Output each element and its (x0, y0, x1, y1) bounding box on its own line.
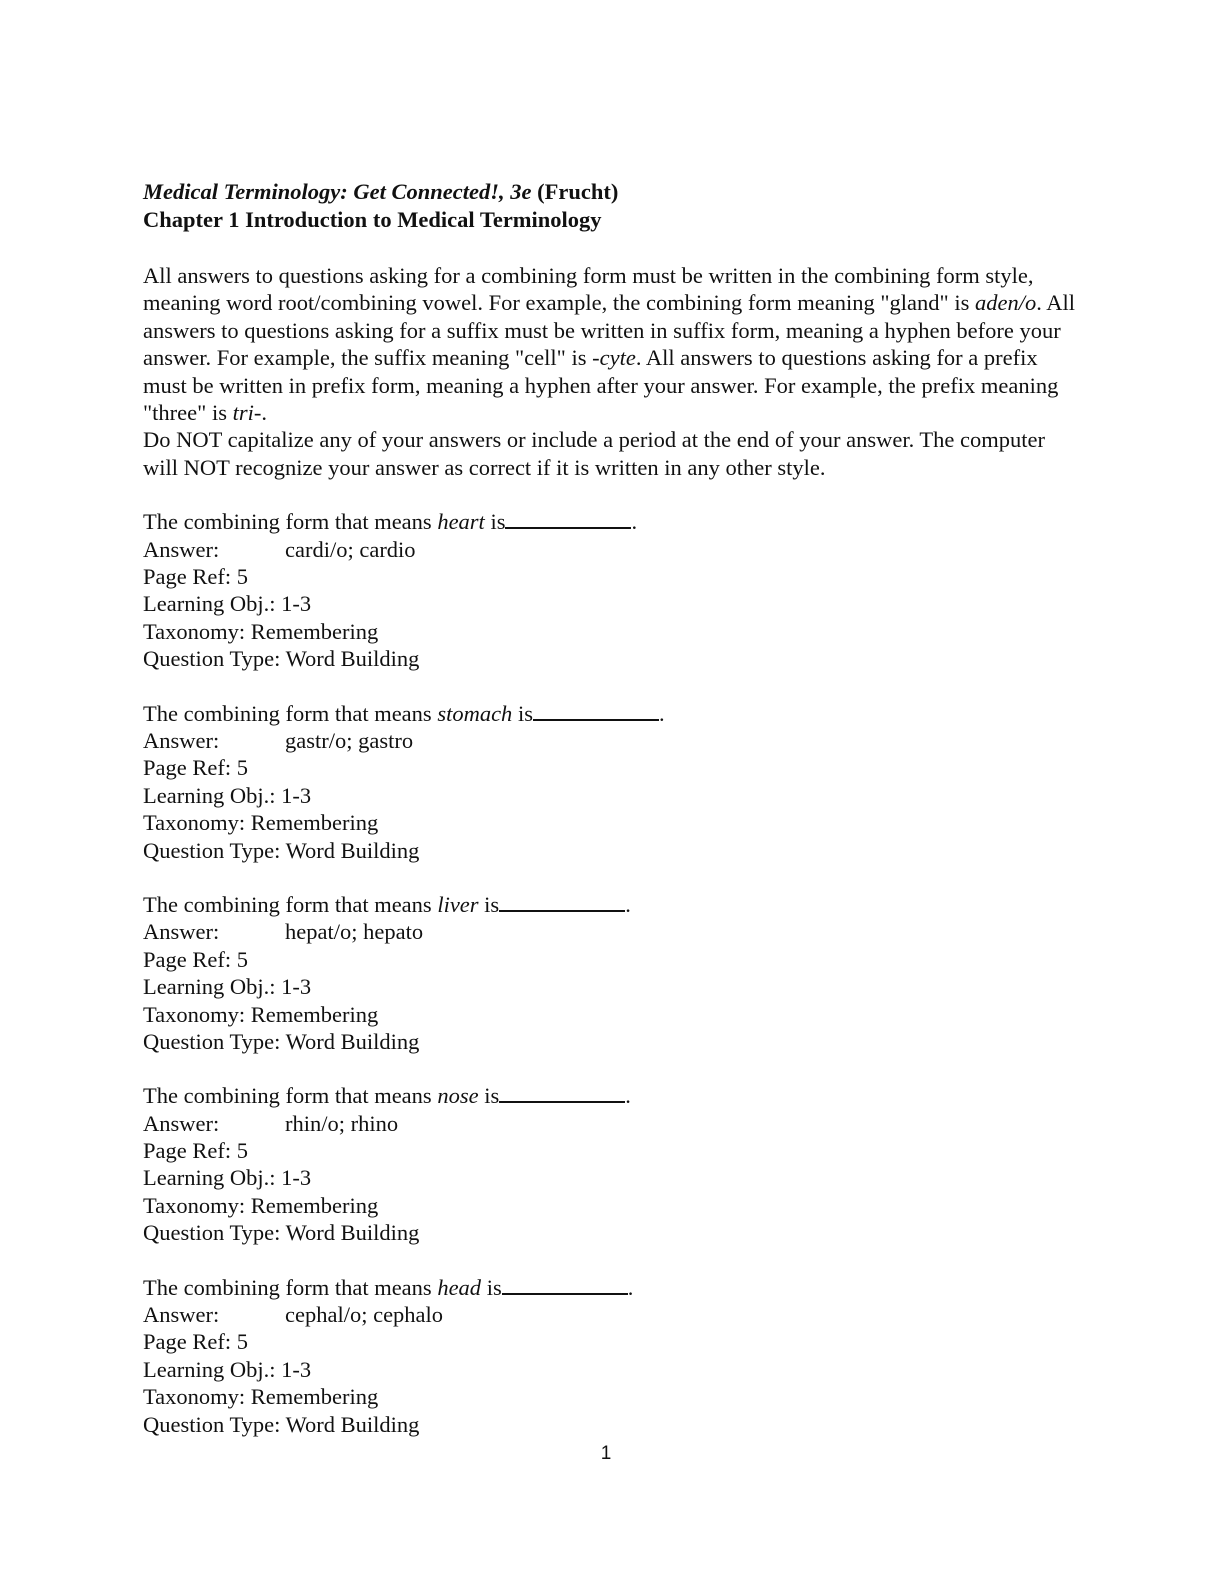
document-page (143, 178, 1083, 1438)
answer-blank (533, 701, 659, 721)
example-prefix: tri- (232, 400, 262, 426)
prompt-text-end: is (478, 1083, 500, 1109)
question-prompt (143, 1274, 1083, 1301)
prompt-term: nose (437, 1083, 479, 1109)
prompt-period: . (625, 891, 631, 917)
answer-label: Answer: (143, 1110, 220, 1136)
answer-line (143, 918, 1083, 945)
question-prompt (143, 700, 1083, 727)
learning-objective: Learning Obj.: 1-3 (143, 1165, 312, 1191)
question-block (143, 1082, 1083, 1246)
page-ref: Page Ref: 5 (143, 1138, 248, 1164)
question-block (143, 891, 1083, 1055)
prompt-term: head (437, 1274, 482, 1300)
prompt-text-end: is (481, 1274, 502, 1300)
answer-value: cardi/o; cardio (285, 536, 416, 562)
taxonomy: Taxonomy: Remembering (143, 618, 379, 644)
instructions-text-1: All answers to questions asking for a combining form must be written in the combining form style, meaning word root/combining vowel. For example, the combining form meaning "gland" is (143, 263, 1040, 316)
answer-label: Answer: (143, 1302, 220, 1328)
instructions (143, 262, 1083, 426)
question-block (143, 1274, 1083, 1438)
prompt-period: . (625, 1083, 631, 1109)
prompt-text: The combining form that means (143, 509, 438, 535)
question-block (143, 508, 1083, 672)
instructions-text-4: . (261, 400, 267, 426)
learning-objective: Learning Obj.: 1-3 (143, 782, 312, 808)
answer-line (143, 536, 1083, 563)
prompt-period: . (658, 700, 665, 726)
page-number: 1 (600, 1443, 612, 1464)
question-type: Question Type: Word Building (143, 646, 420, 672)
question-prompt (143, 1082, 1083, 1109)
instructions-text-3: . All answers to questions asking for a prefix must be written in prefix form, meaning a hyphen after your answer. For example, the prefix meaning "three" is (143, 345, 1064, 426)
instructions-text-2: . All answers to questions asking for a suffix must be written in suffix form, meaning a hyphen before your answer. For example, the suffix meaning "cell" is (143, 290, 1081, 371)
question-prompt (143, 508, 1083, 535)
prompt-term: heart (437, 509, 485, 535)
question-type: Question Type: Word Building (143, 1220, 420, 1246)
taxonomy: Taxonomy: Remembering (143, 1192, 379, 1218)
taxonomy: Taxonomy: Remembering (143, 1001, 379, 1027)
capitalization-note: Do NOT capitalize any of your answers or include a period at the end of your answer. The computer will NOT recognize your answer as correct if it is written in any other style. (143, 427, 1051, 480)
prompt-text: The combining form that means (143, 1274, 438, 1300)
answer-blank (502, 1275, 628, 1295)
question-type: Question Type: Word Building (143, 837, 420, 863)
prompt-period: . (627, 1274, 634, 1300)
prompt-term: stomach (437, 700, 513, 726)
example-combining-form: aden/o (974, 290, 1037, 316)
page-ref: Page Ref: 5 (143, 946, 248, 972)
author: (Frucht) (531, 179, 619, 204)
question-block (143, 700, 1083, 864)
answer-line (143, 1301, 1083, 1328)
answer-value: rhin/o; rhino (285, 1110, 399, 1136)
answer-blank (505, 509, 631, 529)
prompt-text: The combining form that means (143, 700, 438, 726)
answer-label: Answer: (143, 919, 220, 945)
prompt-text-end: is (478, 891, 500, 917)
learning-objective: Learning Obj.: 1-3 (143, 974, 312, 1000)
taxonomy: Taxonomy: Remembering (143, 1384, 379, 1410)
answer-line (143, 727, 1083, 754)
answer-label: Answer: (143, 727, 220, 753)
answer-line (143, 1110, 1083, 1137)
prompt-text-end: is (512, 700, 533, 726)
page-ref: Page Ref: 5 (143, 564, 248, 590)
question-type: Question Type: Word Building (143, 1411, 420, 1437)
answer-value: hepat/o; hepato (285, 919, 424, 945)
question-prompt (143, 891, 1083, 918)
question-type: Question Type: Word Building (143, 1028, 420, 1054)
prompt-text-end: is (484, 509, 506, 535)
learning-objective: Learning Obj.: 1-3 (143, 591, 312, 617)
book-title-line (143, 178, 1083, 206)
prompt-text: The combining form that means (143, 891, 438, 917)
answer-blank (499, 892, 625, 912)
answer-blank (499, 1083, 625, 1103)
prompt-term: liver (437, 891, 479, 917)
book-title: Medical Terminology: Get Connected!, 3e (143, 179, 532, 204)
answer-value: gastr/o; gastro (285, 727, 414, 753)
learning-objective: Learning Obj.: 1-3 (143, 1356, 312, 1382)
page-ref: Page Ref: 5 (143, 755, 248, 781)
chapter-title: Chapter 1 Introduction to Medical Terminology (143, 207, 602, 232)
prompt-text: The combining form that means (143, 1083, 438, 1109)
question-list (143, 508, 1083, 1438)
taxonomy: Taxonomy: Remembering (143, 810, 379, 836)
prompt-period: . (631, 509, 638, 535)
answer-label: Answer: (143, 536, 220, 562)
example-suffix: -cyte (592, 345, 636, 371)
answer-value: cephal/o; cephalo (285, 1302, 444, 1328)
page-ref: Page Ref: 5 (143, 1329, 248, 1355)
